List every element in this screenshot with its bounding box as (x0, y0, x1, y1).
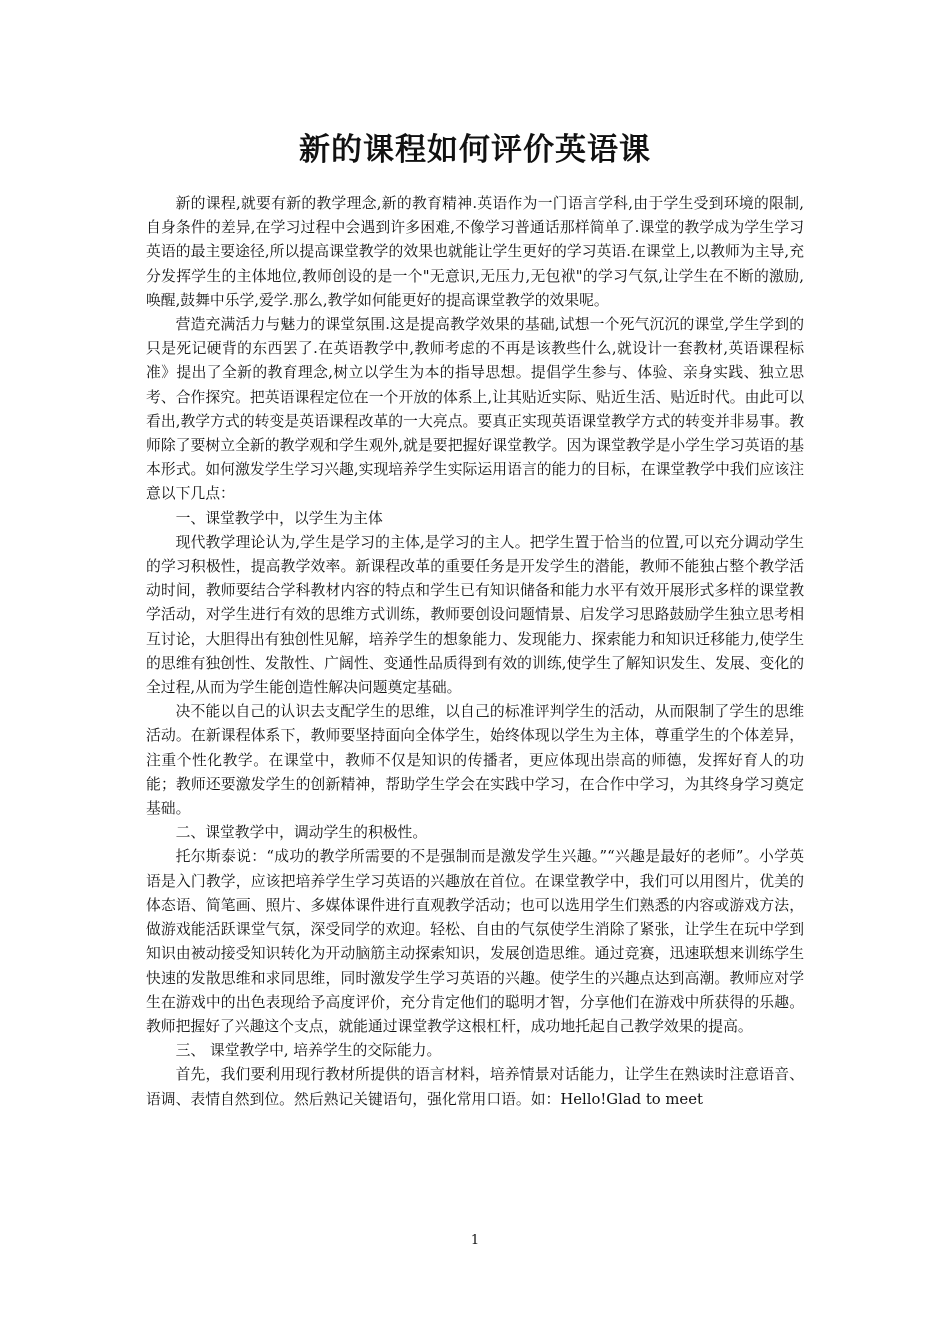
paragraph: 新的课程,就要有新的教学理念,新的教育精神.英语作为一门语言学科,由于学生受到环境的限制,自身条件的差异,在学习过程中会遇到许多困难,不像学习普通话那样简单了.课堂的教学成为学生学习英语的最主要途径,所以提高课堂教学的效果也就能让学生更好的学习英语.在课堂上,以教师为主导,充分发挥学生的主体地位,教师创设的是一个"无意识,无压力,无包袱"的学习气氛,让学生在不断的激励,唤醒,鼓舞中乐学,爱学.那么,教学如何能更好的提高课堂教学的效果呢。 (146, 195, 804, 309)
section-heading: 二、课堂教学中，调动学生的积极性。 (175, 824, 428, 842)
paragraph: 现代教学理论认为,学生是学习的主体,是学习的主人。把学生置于恰当的位置,可以充分调动学生的学习积极性，提高教学效率。新课程改革的重要任务是开发学生的潜能，教师不能独占整个教学活动时间，教师要结合学科教材内容的特点和学生已有知识储备和能力水平有效开展形式多样的课堂教学活动，对学生进行有效的思维方式训练，教师要创设问题情景、启发学习思路鼓励学生独立思考相互讨论，大胆得出有独创性见解，培养学生的想象能力、发现能力、探索能力和知识迁移能力,使学生的思维有独创性、发散性、广阔性、变通性品质得到有效的训练,使学生了解知识发生、发展、变化的全过程,从而为学生能创造性解决问题奠定基础。 (146, 533, 804, 697)
section-heading: 三、 课堂教学中, 培养学生的交际能力。 (175, 1042, 442, 1060)
document-body (146, 192, 804, 1112)
paragraph: 首先，我们要利用现行教材所提供的语言材料，培养情景对话能力，让学生在熟读时注意语音、语调、表情自然到位。然后熟记关键语句，强化常用口语。如：Hello!Glad to meet (146, 1066, 804, 1108)
paragraph: 营造充满活力与魅力的课堂氛围.这是提高教学效果的基础,试想一个死气沉沉的课堂,学生学到的只是死记硬背的东西罢了.在英语教学中,教师考虑的不再是该教些什么,就设计一套教材,英语课程标准》提出了全新的教育理念,树立以学生为本的指导思想。提倡学生参与、体验、亲身实践、独立思考、合作探究。把英语课程定位在一个开放的体系上,让其贴近实际、贴近生活、贴近时代。由此可以看出,教学方式的转变是英语课程改革的一大亮点。要真正实现英语课堂教学方式的转变并非易事。教师除了要树立全新的教学观和学生观外,就是要把握好课堂教学。因为课堂教学是小学生学习英语的基本形式。如何激发学生学习兴趣,实现培养学生实际运用语言的能力的目标，在课堂教学中我们应该注意以下几点： (146, 316, 804, 503)
document-title: 新的课程如何评价英语课 (299, 132, 651, 168)
page-number: 1 (470, 1233, 480, 1248)
paragraph: 决不能以自己的认识去支配学生的思维，以自己的标准评判学生的活动，从而限制了学生的思维活动。在新课程体系下，教师要坚持面向全体学生，始终体现以学生为主体，尊重学生的个体差异，注重个性化教学。在课堂中，教师不仅是知识的传播者，更应体现出崇高的师德，发挥好育人的功能；教师还要激发学生的创新精神，帮助学生学会在实践中学习，在合作中学习，为其终身学习奠定基础。 (146, 703, 804, 818)
section-heading: 一、课堂教学中，以学生为主体 (175, 509, 383, 527)
paragraph: 托尔斯泰说：“成功的教学所需要的不是强制而是激发学生兴趣。”“兴趣是最好的老师”。小学英语是入门教学，应该把培养学生学习英语的兴趣放在首位。在课堂教学中，我们可以用图片，优美的体态语、简笔画、照片、多媒体课件进行直观教学活动；也可以选用学生们熟悉的内容或游戏方法，做游戏能活跃课堂气氛，深受同学的欢迎。轻松、自由的气氛使学生消除了紧张，让学生在玩中学到知识由被动接受知识转化为开动脑筋主动探索知识，发展创造思维。通过竞赛，迅速联想来训练学生快速的发散思维和求同思维，同时激发学生学习英语的兴趣。使学生的兴趣点达到高潮。教师应对学生在游戏中的出色表现给予高度评价，充分肯定他们的聪明才智，分享他们在游戏中所获得的乐趣。教师把握好了兴趣这个支点，就能通过课堂教学这根杠杆，成功地托起自己教学效果的提高。 (146, 848, 804, 1035)
